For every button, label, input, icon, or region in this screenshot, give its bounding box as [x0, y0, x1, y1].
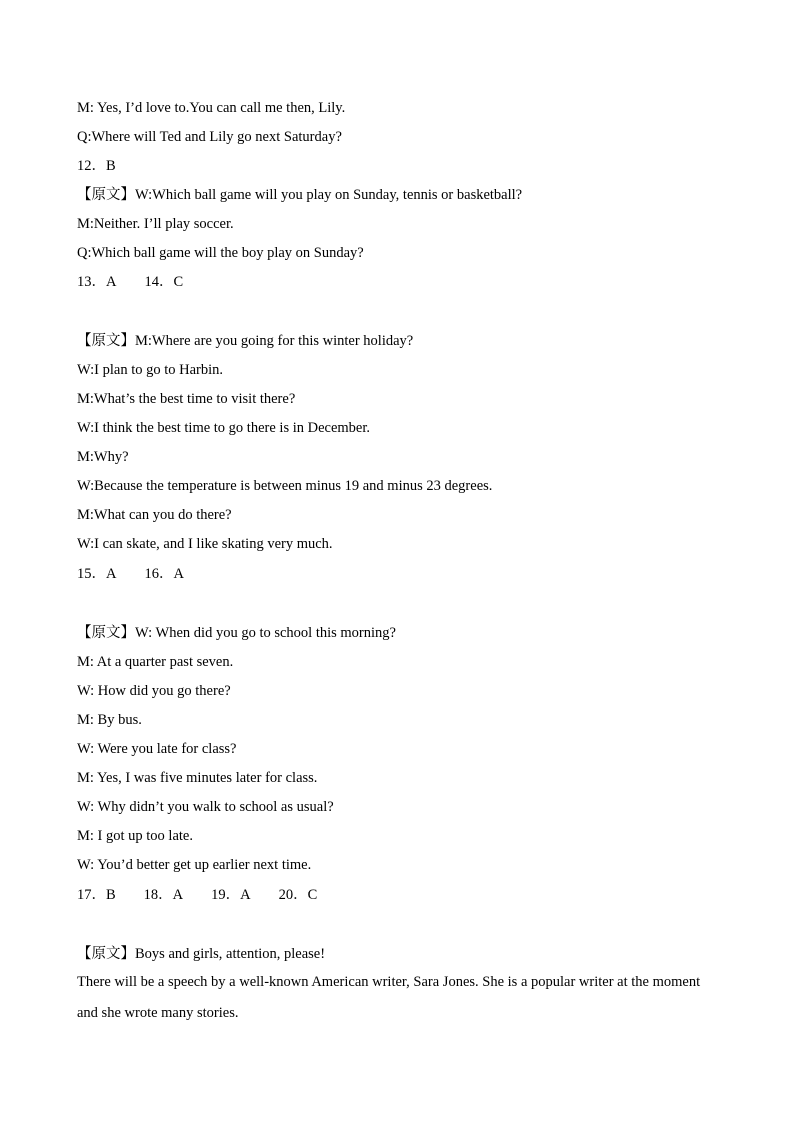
answer-item: 19．A [211, 887, 251, 903]
question-line: Q:Which ball game will the boy play on Sunday? [77, 245, 364, 261]
question-line: Q:Where will Ted and Lily go next Saturday? [77, 129, 342, 145]
dialogue-line: M:What’s the best time to visit there? [77, 391, 296, 407]
answer-item: 14．C [144, 274, 184, 290]
dialogue-line: W:I can skate, and I like skating very much. [77, 536, 333, 552]
dialogue-line: M: Yes, I’d love to.You can call me then, Lily. [77, 100, 346, 116]
answer-line [77, 565, 212, 583]
dialogue-line: M:What can you do there? [77, 507, 232, 523]
answer-line [77, 886, 345, 904]
answer-line: 12．B [77, 158, 116, 174]
dialogue-line: M: By bus. [77, 712, 142, 728]
dialogue-line: W: Why didn’t you walk to school as usual? [77, 799, 334, 815]
answer-item: 20．C [278, 887, 318, 903]
speech-paragraph: There will be a speech by a well-known American writer, Sara Jones. She is a popular writer at the moment and she wrote many stories. [77, 974, 701, 1021]
answer-item: 16．A [144, 566, 184, 582]
dialogue-line: M: I got up too late. [77, 828, 193, 844]
answer-line [77, 273, 211, 291]
dialogue-line: W: You’d better get up earlier next time. [77, 857, 312, 873]
answer-item: 13．A [77, 274, 117, 290]
answer-item: 18．A [143, 887, 184, 903]
dialogue-line: M: Yes, I was five minutes later for class. [77, 770, 318, 786]
dialogue-line: W: How did you go there? [77, 683, 231, 699]
answer-item: 15．A [77, 566, 117, 582]
transcript-line: 【原文】Boys and girls, attention, please! [77, 946, 326, 962]
dialogue-line: M:Neither. I’ll play soccer. [77, 216, 234, 232]
answer-item: 17．B [77, 887, 116, 903]
transcript-line: 【原文】W: When did you go to school this morning? [77, 625, 396, 641]
transcript-line: 【原文】W:Which ball game will you play on Sunday, tennis or basketball? [77, 187, 523, 203]
dialogue-line: W: Were you late for class? [77, 741, 237, 757]
dialogue-line: W:I plan to go to Harbin. [77, 362, 224, 378]
dialogue-line: W:I think the best time to go there is in December. [77, 420, 371, 436]
transcript-line: 【原文】M:Where are you going for this winter holiday? [77, 333, 414, 349]
dialogue-line: W:Because the temperature is between minus 19 and minus 23 degrees. [77, 478, 493, 494]
dialogue-line: M:Why? [77, 449, 129, 465]
dialogue-line: M: At a quarter past seven. [77, 654, 234, 670]
